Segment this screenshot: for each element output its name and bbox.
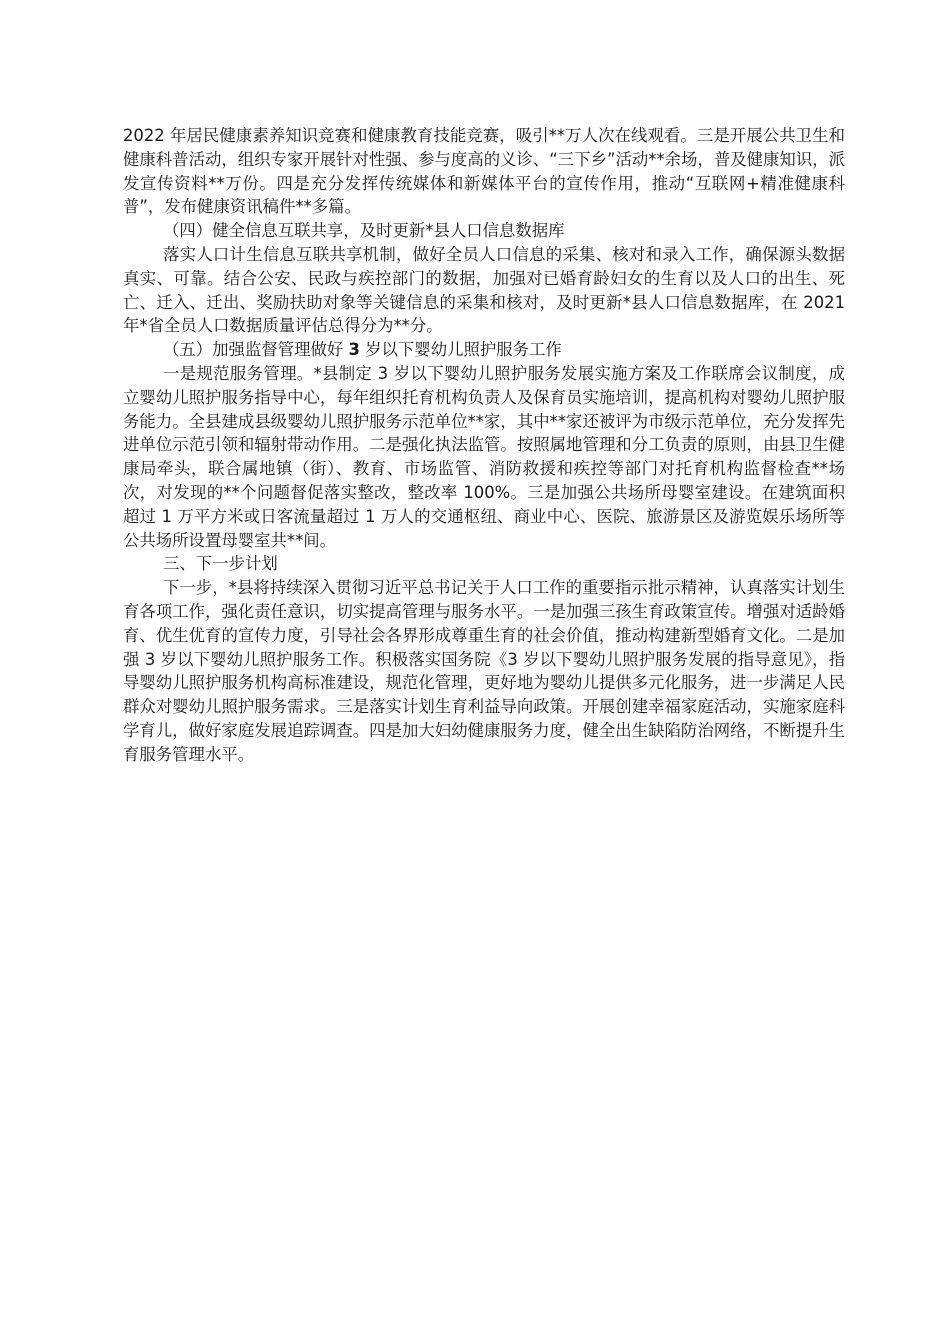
paragraph-next-plan: 下一步，*县将持续深入贯彻习近平总书记关于人口工作的重要指示批示精神，认真落实计划生育各项工作，强化责任意识，切实提高管理与服务水平。一是加强三孩生育政策宣传。增强对适龄婚育、优生优育的宣传力度，引导社会各界形成尊重生育的社会价值，推动构建新型婚育文化。二是加强 3 岁以下婴幼儿照护服务工作。积极落实国务院《3 岁以下婴幼儿照护服务发展的指导意见》，指导婴幼儿照护服务机构高标准建设，规范化管理，更好地为婴幼儿提供多元化服务，进一步满足人民群众对婴幼儿照护服务需求。三是落实计划生育利益导向政策。开展创建幸福家庭活动，实施家庭科学育儿，做好家庭发展追踪调查。四是加大妇幼健康服务力度，健全出生缺陷防治网络，不断提升生育服务管理水平。 xyxy=(123,578,845,764)
paragraph-info-sharing: 落实人口计生信息互联共享机制，做好全员人口信息的采集、核对和录入工作，确保源头数据真实、可靠。结合公安、民政与疾控部门的数据，加强对已婚育龄妇女的生育以及人口的出生、死亡、迁入、迁出、奖励扶助对象等关键信息的采集和核对，及时更新*县人口信息数据库，在 2021 年*省全员人口数据质量评估总得分为**分。 xyxy=(123,244,845,336)
heading-section-5-prefix: （五）加强监督管理做好 xyxy=(163,340,349,360)
heading-section-5 xyxy=(123,338,845,362)
paragraph-childcare: 一是规范服务管理。*县制定 3 岁以下婴幼儿照护服务发展实施方案及工作联席会议制度，成立婴幼儿照护服务指导中心，每年组织托育机构负责人及保育员实施培训，提高机构对婴幼儿照护服务能力。全县建成县级婴幼儿照护服务示范单位**家，其中**家还被评为市级示范单位，充分发挥先进单位示范引领和辐射带动作用。二是强化执法监管。按照属地管理和分工负责的原则，由县卫生健康局牵头，联合属地镇（街）、教育、市场监管、消防救援和疾控等部门对托育机构监督检查**场次，对发现的**个问题督促落实整改，整改率 100%。三是加强公共场所母婴室建设。在建筑面积超过 1 万平方米或日客流量超过 1 万人的交通枢纽、商业中心、医院、旅游景区及游览娱乐场所等公共场所设置母婴室共**间。 xyxy=(123,363,845,550)
heading-section-5-suffix: 岁以下婴幼儿照护服务工作 xyxy=(359,340,562,360)
paragraph-continuation: 2022 年居民健康素养知识竞赛和健康教育技能竞赛，吸引**万人次在线观看。三是开展公共卫生和健康科普活动，组织专家开展针对性强、参与度高的义诊、“三下乡”活动**余场，普及健康知识，派发宣传资料**万份。四是充分发挥传统媒体和新媒体平台的宣传作用，推动“互联网+精准健康科普”，发布健康资讯稿件**多篇。 xyxy=(123,126,845,217)
heading-section-5-bold-number: 3 xyxy=(348,340,360,360)
heading-next-plan: 三、下一步计划 xyxy=(163,554,278,574)
document-page xyxy=(123,124,845,767)
heading-section-4: （四）健全信息互联共享，及时更新*县人口信息数据库 xyxy=(163,221,565,241)
